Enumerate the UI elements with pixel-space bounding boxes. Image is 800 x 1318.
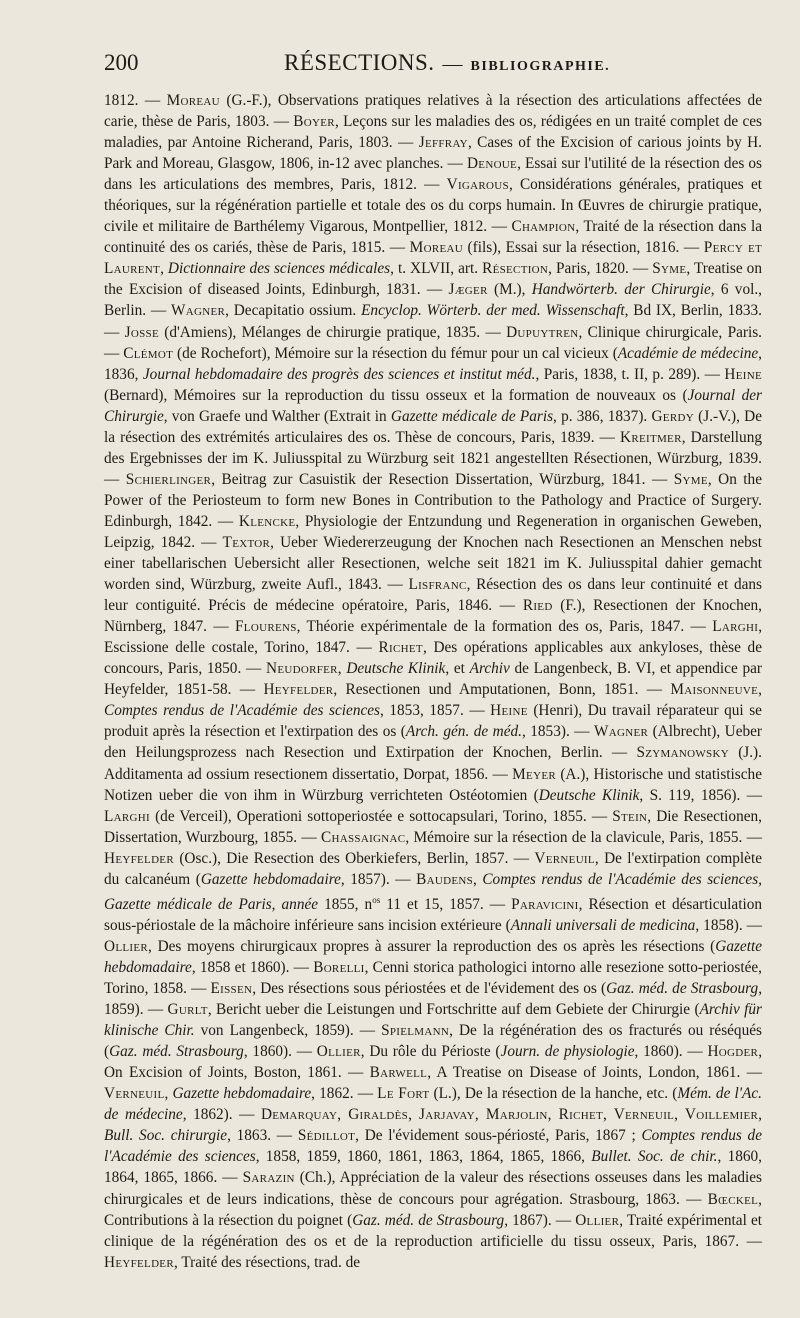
publication-title: Bull. Soc. chirurgie [104,1127,228,1145]
text-run: , 1853, 1857. — [380,702,491,720]
author-name: Heine [724,365,762,383]
author-name: Demarquay, Giraldès, Jarjavay, Marjolin, Richet, Verneuil, Voillemier [260,1106,759,1124]
author-name: Heine [490,702,528,720]
text-run: (F.), Resectionen der Knochen, Nürnberg, 1847. — [104,597,762,636]
publication-title: Arch. gén. de méd. [405,723,522,741]
page-number: 200 [104,50,139,75]
text-run: (fils), Essai sur la résection, 1816. — [462,239,704,257]
author-name: Dupuytren [506,323,579,341]
author-name: Syme [673,470,708,488]
text-run: (Osc.), Die Resection des Oberkiefers, Berlin, 1857. — [173,849,535,867]
publication-title: Deutsche Klinik [346,660,446,678]
author-name: Sarazin [242,1169,295,1187]
text-run: , 1853). — [521,723,595,741]
text-run: (J.). Additamenta ad ossium resectionem dissertatio, Dorpat, 1856. — [104,744,762,783]
text-run: , Bd IX, Berlin, 1833. — [104,302,762,341]
text-run: , [164,1085,173,1103]
text-run: , Considérations générales, pratiques et théoriques, sur la régénération partielle et totale des os du corps humain. In Œuvres de chirurgie pratique, civile et militaire de Barthélemy Vigarous, Montpellier, 1812. — [104,176,762,236]
publication-title: Journal der Chirurgie [104,386,762,425]
publication-title: Académie de médecine [617,344,759,362]
section-subtitle: BIBLIOGRAPHIE. [470,59,611,74]
author-name: Ollier [104,937,149,955]
author-name: Spielmann [381,1022,450,1040]
text-run: (A.), Historische und statistische Notizen ueber die von ihm in Würzburg verrichteten Ostéotomien ( [104,765,762,804]
text-run: (Ch.), Appréciation de la valeur des résections osseuses dans les maladies chirurgicales et de leurs indications, thèse de concours pour agrégation. Strasbourg, 1863. — [104,1169,762,1208]
text-run: , Des résections sous périostées et de l'évidement des os ( [252,980,607,998]
text-run: , On the Power of the Periosteum to form new Bones in Contribution to the Pathology and Practice of Surgery. Edinburgh, 1842. — [104,470,763,530]
page-title: RÉSECTIONS. [284,50,435,75]
author-name: Sédillot [297,1127,356,1145]
publication-title: Gaz. méd. Strasbourg [109,1043,244,1061]
author-name: Hogder [707,1043,759,1061]
text-run: , Resectionen und Amputationen, Bonn, 1851. — [333,681,671,699]
text-run: , 6 vol., Berlin. — [104,281,762,320]
publication-title: Comptes rendus de l'Académie des sciences [104,1127,762,1166]
author-name: Clémot [123,344,174,362]
text-run: , Decapitatio ossium. [225,302,362,320]
publication-title: Gazette hebdomadaire [200,870,341,888]
text-run: , 1858 et 1860). — [191,959,314,977]
text-run: , Du rôle du Périoste ( [360,1043,501,1061]
author-name: Meyer [512,765,556,783]
text-run: , Traité de la résection dans la continuité des os cariés, thèse de Paris, 1815. — [104,218,762,257]
text-run: , A Treatise on Disease of Joints, London, 1861. — [427,1064,762,1082]
publication-title: Gazette hebdomadaire [104,937,762,977]
author-name: Wagner [170,302,226,320]
text-run: , Bericht ueber die Leistungen und Fortschritte auf dem Gebiete der Chirurgie ( [207,1001,700,1019]
author-name: Denoue [466,155,518,173]
text-run: 1812. — [104,92,167,109]
text-run: , 1858). — [695,916,763,934]
publication-title: Gaz. méd. de Strasbourg [352,1211,505,1229]
text-run: , et [445,660,470,678]
text-run: , p. 386, 1837). [553,407,652,425]
author-name: Moreau [166,92,220,109]
author-name: Schierlinger [125,470,212,488]
publication-title: Archiv für klinische Chir. [104,1001,762,1040]
publication-title: Journal hebdomadaire des progrès des sciences et institut méd. [142,365,536,383]
author-name: Heyfelder [263,681,334,699]
text-run: , [160,260,168,278]
author-name: Kreitmer [619,428,682,446]
author-name: Richet [378,639,423,657]
text-run: , Cenni storica pathologici intorno alle resezione sotto-periostée, Torino, 1858. — [104,959,762,998]
publication-title: Comptes rendus de l'Académie des sciences, Gazette médicale de Paris, année [104,870,762,913]
publication-title: Dictionnaire des sciences médicales [167,260,391,278]
running-head [104,50,762,86]
text-run: (Bernard), Mémoires sur la reproduction du tissu osseux et la formation de nouveaux os ( [104,386,688,404]
text-run: , Des opérations applicables aux ankyloses, thèse de concours, Paris, 1850. — [104,639,762,678]
author-name: Heyfelder [104,849,174,867]
author-name: Chassaignac [321,828,406,846]
text-run: de Langenbeck, B. VI, et appendice par Heyfelder, 1851-58. — [104,660,762,699]
author-name: Ollier [316,1043,361,1061]
author-name: Wagner [594,723,649,741]
text-run: , De l'extirpation complète du calcanéum ( [104,849,762,888]
text-run: , 1860). — [243,1043,317,1061]
author-name: Barwell [369,1064,428,1082]
text-run: , Paris, 1820. — [548,260,653,278]
author-name: Heyfelder [104,1253,174,1271]
author-name: Verneuil [104,1085,165,1103]
text-run: (M.), [487,281,532,299]
author-name: Larghi [712,618,759,636]
text-run: , Clinique chirurgicale, Paris. — [104,323,762,362]
author-name: Vigarous [446,176,509,194]
text-run: , De la régénération des os fracturés ou réséqués ( [104,1022,762,1061]
author-name: Neudorfer [265,660,338,678]
text-run: , Escissione delle costale, Torino, 1847. — [104,618,763,657]
text-run: , Mémoire sur la résection de la clavicule, Paris, 1855. — [405,828,762,846]
publication-title: Annali universali de medicina [510,916,696,934]
author-name: Bœckel [707,1190,759,1208]
author-name: Borelli [313,959,365,977]
publication-title: Encyclop. Wörterb. der med. Wissenschaft [361,302,625,320]
text-run: (J.-V.), De la résection des extrémités articulaires des os. Thèse de concours, Paris, 1839. — [104,407,762,446]
author-name: Champion [511,218,576,236]
text-run: , Darstellung des Ergebnisses der im K. Juliusspital zu Würzburg seit 1821 angestellten Résectionen, Würzburg, 1839. — [104,428,762,488]
publication-title: Journ. de physiologie [500,1043,635,1061]
text-run: , On Excision of Joints, Boston, 1861. — [104,1043,763,1082]
author-name: Baudens [416,870,473,888]
text-run: , Des moyens chirurgicaux propres à assurer la reproduction des os après les résections ( [148,937,716,955]
text-run: , Traité des résections, trad. de [173,1253,361,1271]
author-name: Jeffray [418,134,468,152]
text-run: , [758,681,762,699]
text-run: , 1862). — [182,1106,261,1124]
publication-title: Gazette médicale de Paris [390,407,554,425]
publication-title: Comptes rendus de l'Académie des sciences [104,702,380,720]
text-run: , Résection et désarticulation sous-périostale de la mâchoire inférieure sans incision extérieure ( [104,895,762,934]
text-run: , Beitrag zur Casuistik der Resection Dissertation, Würzburg, 1841. — [211,470,674,488]
author-name: Gurlt [167,1001,208,1019]
text-run: von Langenbeck, 1859). — [194,1022,382,1040]
author-name: Ried [522,597,553,615]
author-name: Eissen [210,980,253,998]
author-name: Maisonneuve [670,681,759,699]
author-name: Gerdy [651,407,694,425]
author-name: Szymanowsky [636,744,729,762]
text-run: , Traité expérimental et clinique de la régénération des os et de la reproduction artificielle du tissu osseux, Paris, 1867. — [104,1211,762,1250]
author-name: Boyer [293,113,335,131]
publication-title: Handwörterb. der Chirurgie [531,281,711,299]
text-run: (de Verceil), Operationi sottoperiostée e sottocapsulari, Torino, 1855. — [149,807,613,825]
author-name: Lisfranc [408,576,467,594]
bibliography-paragraph [104,90,762,1273]
publication-title: Bullet. Soc. de chir. [591,1148,718,1166]
text-run: , S. 119, 1856). — [639,786,762,804]
text-run: , Die Resectionen, Dissertation, Wurzbourg, 1855. — [104,807,762,846]
text-run: , Paris, 1838, t. II, p. 289). — [535,365,725,383]
text-run: , 1836, [104,344,762,383]
text-run: , De l'évidement sous-périosté, Paris, 1867 ; [355,1127,642,1145]
author-name: Klencke [238,512,296,530]
title-separator: — [442,53,463,75]
author-name: Jæger [448,281,488,299]
text-run: (G.-F.), Observations pratiques relatives à la résection des articulations affectées de carie, thèse de Paris, 1803. — [104,92,762,131]
text-run: , 1860). — [634,1043,708,1061]
publication-title: Gazette hebdomadaire [172,1085,312,1103]
author-name: Josse [124,323,159,341]
author-name: Le Fort [377,1085,430,1103]
text-run: , 1858, 1859, 1860, 1861, 1863, 1864, 1865, 1866, [255,1148,592,1166]
text-run: , 1867). — [504,1211,576,1229]
author-name: Flourens [235,618,297,636]
text-run: , Cases of the Excision of carious joints by H. Park and Moreau, Glasgow, 1806, in-12 avec planches. — [104,134,762,173]
text-run: , Physiologie der Entzundung und Regeneration in organischen Geweben, Leipzig, 1842. — [104,512,762,551]
author-name: Verneuil [534,849,595,867]
author-name: Ollier [575,1211,620,1229]
publication-title: Gaz. méd. de Strasbourg [606,980,759,998]
text-run: , 1863. — [227,1127,298,1145]
author-name: Larghi [104,807,150,825]
text-run: , Leçons sur les maladies des os, rédigées en un traité complet de ces maladies, par Antoine Richerand, Paris, 1803. — [104,113,762,152]
publication-title: Archiv [469,660,510,678]
author-name: Textor [222,533,271,551]
superscript: os [372,894,381,905]
text-run: , Résection des os dans leur continuité et dans leur contiguité. Précis de médecine opératoire, Paris, 1846. — [104,576,762,615]
text-run: , 1859). — [104,980,763,1019]
author-name: Moreau [409,239,463,257]
text-run: , Essai sur l'utilité de la résection des os dans les articulations des membres, Paris, 1812. — [104,155,763,194]
text-run: , [473,870,483,888]
text-run: 1855, n [318,895,373,913]
text-run: , [758,1106,762,1124]
text-run: , 1857). — [340,870,417,888]
text-run: (de Rochefort), Mémoire sur la résection du fémur pour un cal vicieux ( [173,344,618,362]
author-name: Résection [482,260,549,278]
text-run: , Contributions à la résection du poignet ( [104,1190,762,1229]
text-run: , Ueber Wiedererzeugung der Knochen nach Resectionen an Menschen nebst einer tabellarischen Uebersicht aller Resectionen, welche seit 1821 im K. Juliusspital dahier gemacht worden sind, Würzburg, zweite Aufl., 1843. — [104,533,762,594]
text-run: , 1860, 1864, 1865, 1866. — [104,1148,762,1187]
text-run: , [337,660,347,678]
text-run: , 1862. — [311,1085,378,1103]
text-run: (L.), De la résection de la hanche, etc. ( [429,1085,678,1103]
text-run: , Théorie expérimentale de la formation des os, Paris, 1847. — [296,618,713,636]
author-name: Stein [612,807,648,825]
author-name: Paravicini [511,895,579,913]
text-run: (Albrecht), Ueber den Heilungsprozess nach Resection und Extirpation der Knochen, Berlin. — [104,723,763,762]
text-run: 11 et 15, 1857. — [380,895,512,913]
text-run: (Henri), Du travail réparateur qui se produit après la résection et l'extirpation des os ( [104,702,762,741]
author-name: Syme [652,260,687,278]
publication-title: Mém. de l'Ac. de médecine [104,1085,762,1124]
text-run: , t. XLVII, art. [390,260,483,278]
text-run: , Treatise on the Excision of diseased Joints, Edinburgh, 1831. — [104,260,762,299]
text-run: , von Graefe und Walther (Extrait in [163,407,391,425]
text-run: (d'Amiens), Mélanges de chirurgie pratique, 1835. — [158,323,507,341]
author-name: Percy et Laurent [104,239,763,278]
publication-title: Deutsche Klinik [538,786,640,804]
